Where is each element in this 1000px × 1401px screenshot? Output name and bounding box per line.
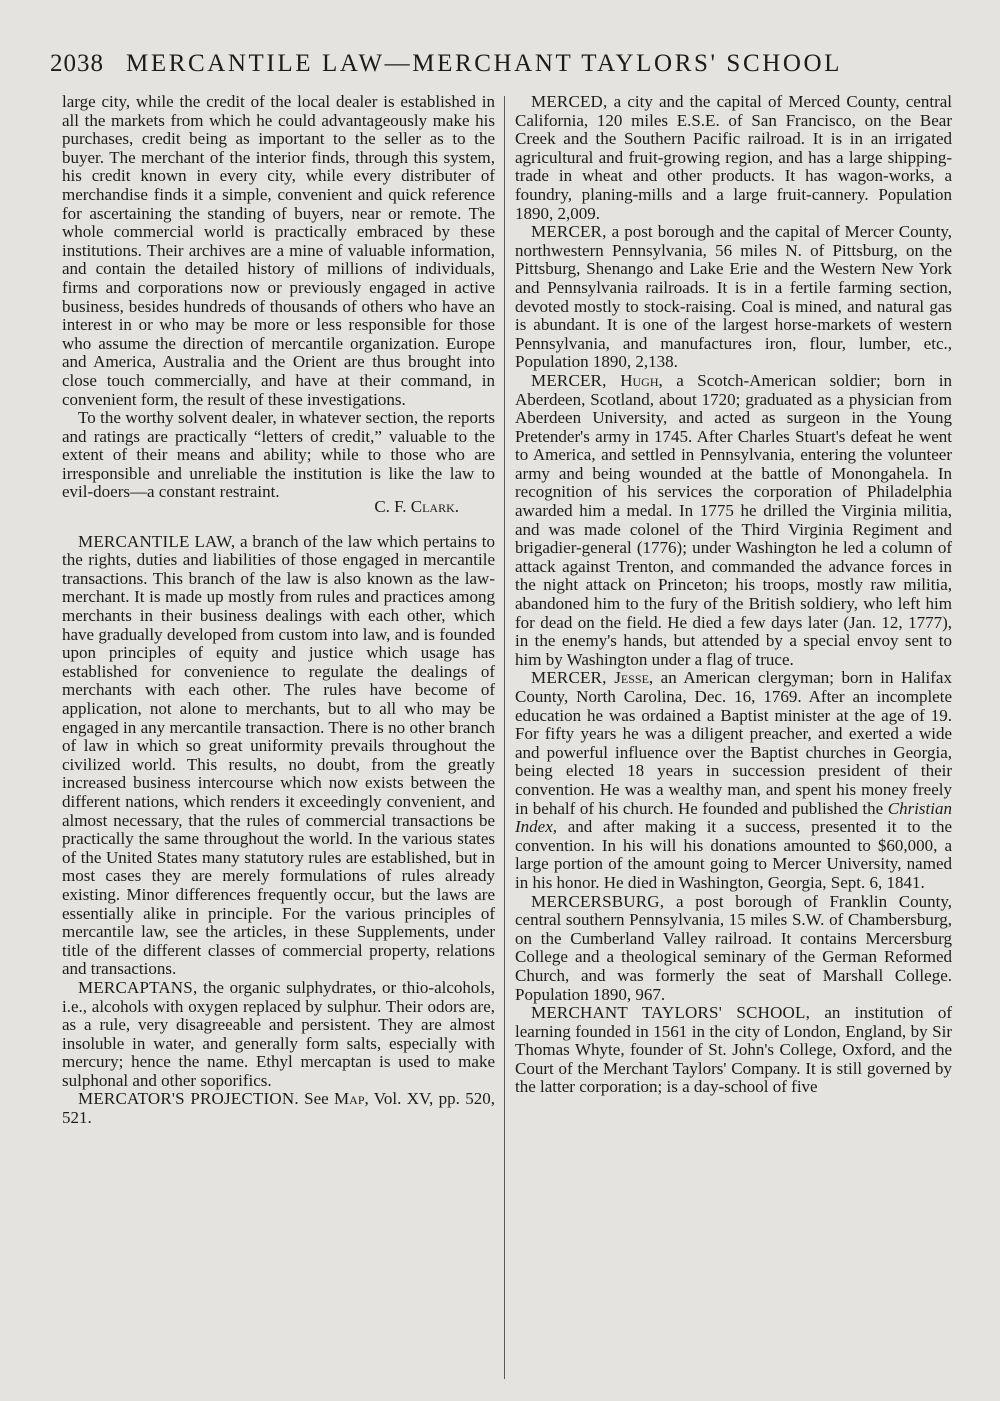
entry-text: , an American clergyman; born in Halifax County, North Carolina, Dec. 16, 1769. After an incomplete education he was ordained a Baptist minister at the age of 19. For fifty years he was a diligent preacher, and exerted a wide and powerful influence over the Baptist churches in Georgia, being elected 18 years in succession president of their convention. He was a wealthy man, and spent his money freely in behalf of his church. He founded and published the [515, 668, 952, 818]
entry-mercantile-law [62, 533, 495, 979]
entry-text: , Vol. XV, pp. 520, 521. [62, 1089, 495, 1128]
entry-text: the organic sulphydrates, or thio-alcohols, i.e., alcohols with oxygen replaced by sulphur. Their odors are, as a rule, very disagreeable and persistent. They are almost insoluble in water, and generally form salts, especially with mercury; hence the name. Ethyl mercaptan is used to make sulphonal and other soporifics. [62, 977, 495, 1090]
entry-text: a post borough of Franklin County, central southern Pennsylvania, 15 miles S.W. of Chambersburg, on the Cumberland Valley railroad. It contains Mercersburg College and a theological seminary of the German Reformed Church, and was formerly the seat of Marshall College. Population 1890, 967. [515, 891, 952, 1004]
publication-title: Christian Index [515, 798, 952, 837]
entry-mercaptans [62, 979, 495, 1091]
entry-merchant-taylors-school [515, 1004, 952, 1097]
headword: MERCANTILE LAW, [78, 531, 236, 551]
headword: MERCATOR'S PROJECTION. [78, 1089, 299, 1109]
entry-mercersburg [515, 893, 952, 1005]
entry-mercators-projection [62, 1090, 495, 1127]
credit-agency-closing: To the worthy solvent dealer, in whatever section, the reports and ratings are practically “letters of credit,” valuable to the extent of their means and ability; while to those who are irresponsible and unreliable the institution is like the law to evil-doers—a constant restraint. [62, 408, 495, 502]
page-number: 2038 [50, 50, 104, 77]
entry-text: an institution of learning founded in 1561 in the city of London, England, by Sir Thomas Whyte, founder of St. John's College, Oxford, and the Court of the Merchant Taylors' Company. It is still governed by the latter corporation; is a day-school of five [515, 1003, 952, 1097]
right-column [515, 93, 952, 1388]
entry-mercer-hugh [515, 372, 952, 670]
entry-text: , and after making it a success, presented it to the convention. In his will his donations amounted to $60,000, a large portion of the amount going to Mercer University, named in his honor. He died in Washington, Georgia, Sept. 6, 1841. [515, 817, 952, 892]
entry-text: a branch of the law which pertains to the rights, duties and liabilities of those engaged in mercantile transactions. This branch of the law is also known as the law-merchant. It is made up mostly from rules and practices among merchants in their business dealings with each other, which have gradually developed from custom into law, and is founded upon principles of equity and justice which usage has established for convenience to regulate the dealings of merchants with each other. The rules have become of application, not alone to merchants, but to all who may be engaged in any mercantile transaction. There is no other branch of law in which so great uniformity prevails throughout the civilized world. This results, no doubt, from the greatly increased business intercourse which now exists between the different nations, which renders it exceedingly convenient, and almost necessary, that the rules of commercial transactions be practically the same throughout the world. In the various states of the United States many statutory rules are established, but in most cases they are merely formulations of rules already existing. Minor differences frequently occur, but the laws are essentially alike in principle. For the various principles of mercantile law, see the articles, in these Supplements, under title of the different classes of commercial property, relations and transactions. [62, 531, 495, 979]
cross-reference-link[interactable]: Map [334, 1089, 365, 1109]
page-header [50, 50, 952, 86]
headword: MERCERSBURG, [531, 891, 665, 911]
entry-text: a city and the capital of Merced County, central California, 120 miles E.S.E. of San Francisco, on the Bear Creek and the Southern Pacific railroad. It is in an irrigated agricultural and fruit-growing region, and has a large shipping-trade in wheat and other products. It has wagon-works, a foundry, planing-mills and a large fruit-cannery. Population 1890, 2,009. [515, 92, 952, 223]
entry-mercer-borough [515, 223, 952, 372]
entry-text: a post borough and the capital of Mercer County, northwestern Pennsylvania, 56 miles N. of Pittsburg, on the Pittsburg, Shenango and Lake Erie and the Western New York and Pennsylvania railroads. It is in a fertile farming section, devoted mostly to stock-raising. Coal is mined, and natural gas is abundant. It is one of the largest horse-markets of western Pennsylvania, and manufactures iron, flour, lumber, etc., Population 1890, 2,138. [515, 222, 952, 372]
headword: MERCER, [531, 668, 615, 688]
headword: MERCAPTANS, [78, 977, 198, 997]
headword: MERCHANT TAYLORS' SCHOOL, [531, 1003, 811, 1023]
entry-merced [515, 93, 952, 223]
credit-agency-continuation: large city, while the credit of the local dealer is established in all the markets from which he could advantageously make his purchases, credit being as important to the seller as to the buyer. The merchant of the interior finds, through this system, his credit known in every city, while every distributer of merchandise finds it a simple, convenient and quick reference for ascertaining the standing of buyers, near or remote. The whole commercial world is practically embraced by these institutions. Their archives are a mine of valuable information, and contain the detailed history of millions of individuals, firms and corporations now or previously engaged in active business, besides hundreds of thousands of others who have an interest in or who may be more or less responsible for those who assume the direction of mercantile organization. Europe and America, Australia and the Orient are thus brought into close touch commercially, and have at their command, in convenient form, the result of these investigations. [62, 92, 495, 409]
column-divider [504, 96, 505, 1379]
running-title: MERCANTILE LAW—MERCHANT TAYLORS' SCHOOL [126, 50, 843, 77]
headword: MERCER, [531, 370, 621, 390]
entry-mercer-jesse [515, 669, 952, 892]
entry-text: See [298, 1089, 335, 1109]
entry-text: , a Scotch-American soldier; born in Aberdeen, Scotland, about 1720; graduated as a physician from Aberdeen University, and acted as surgeon in the Young Pretender's army in 1745. After Charles Stuart's defeat he went to America, and settled in Pennsylvania, entering the volunteer army and being wounded at the battle of Monongahela. In recognition of his services the corporation of Philadelphia awarded him a medal. In 1775 he drilled the Virginia militia, and was made colonel of the Third Virginia Regiment and brigadier-general (1776); under Washington he led a column of attack against Trenton, and commanded the advance forces in the night attack on Princeton; his troops, mostly raw militia, abandoned him to the fury of the British soldiery, who left him for dead on the field. He died a few days later (Jan. 12, 1777), in the enemy's hands, but attended by a special envoy sent to him by Washington under a flag of truce. [515, 370, 952, 669]
author-signature: C. F. Clark. [374, 497, 459, 517]
left-column [62, 93, 495, 1388]
person-name: Jesse [614, 668, 649, 688]
headword: MERCED, [531, 92, 608, 111]
headword: MERCER, [531, 222, 607, 242]
person-name: Hugh [620, 370, 659, 390]
